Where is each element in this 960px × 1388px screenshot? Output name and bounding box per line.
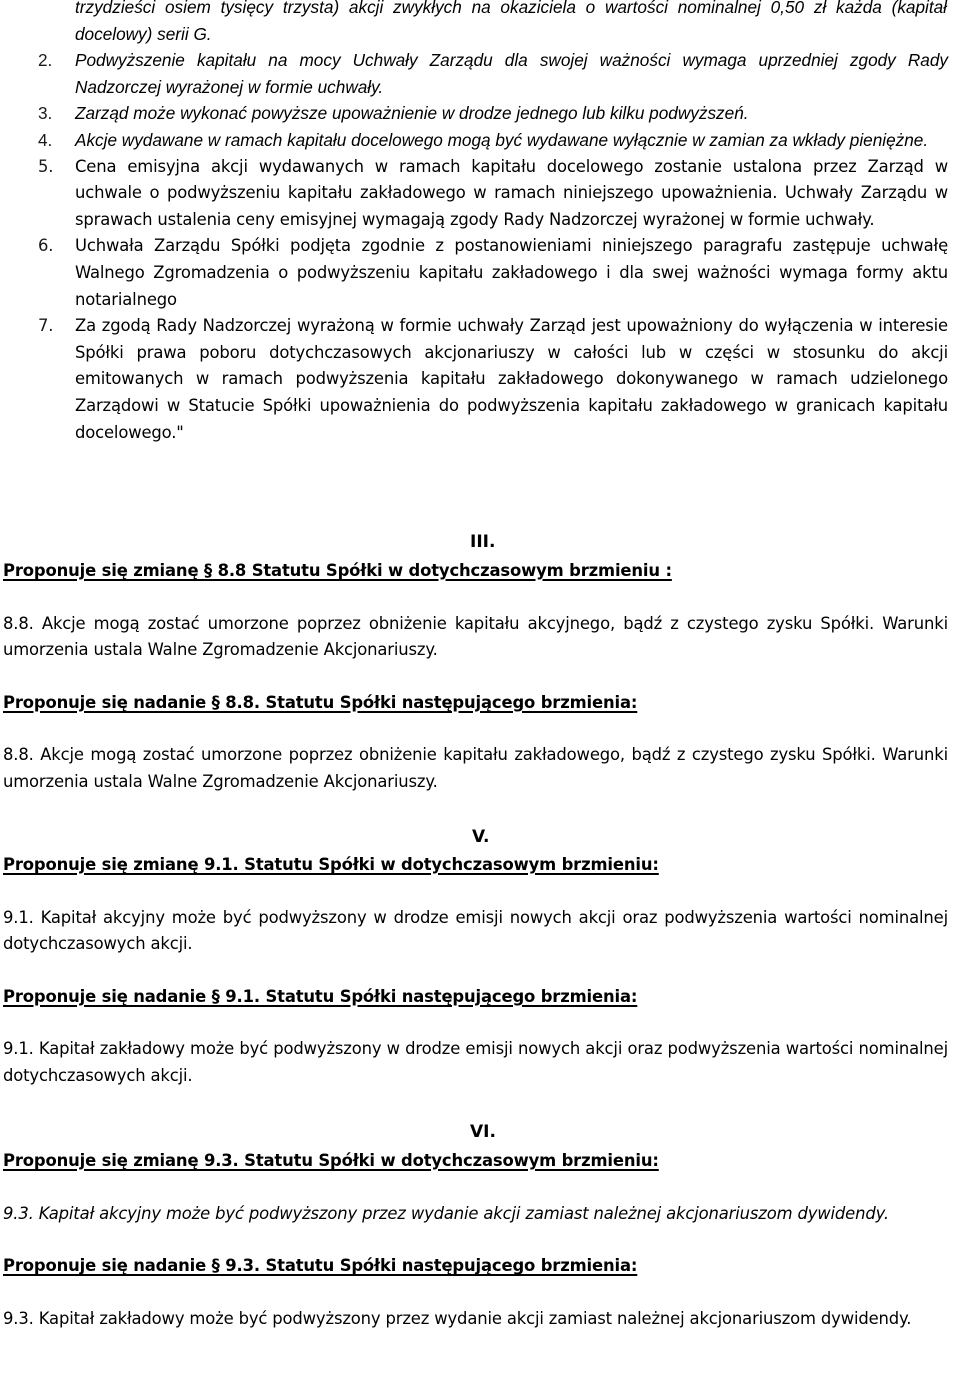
list-item-number: 4.: [38, 129, 53, 150]
section-heading-current: Proponuje się zmianę § 8.8 Statutu Spółki w dotychczasowym brzmieniu :: [3, 561, 672, 580]
list-item-number: 7.: [38, 316, 54, 336]
list-item-number: 6.: [38, 236, 54, 256]
list-item-number: 2.: [38, 50, 53, 71]
list-item: [38, 100, 948, 127]
numbered-list: [0, 0, 960, 446]
list-item-number: 3.: [38, 103, 53, 124]
list-item: [38, 233, 948, 313]
section-heading-new: Proponuje się nadanie § 9.1. Statutu Spółki następującego brzmienia:: [3, 986, 638, 1006]
list-item: [38, 47, 948, 100]
list-item-text: Akcje wydawane w ramach kapitału docelowego mogą być wydawane wyłącznie w zamian za wkłady pieniężne.: [75, 129, 929, 150]
section-v: [3, 852, 948, 1090]
section-iii: [3, 558, 948, 796]
list-item-number: 5.: [38, 156, 54, 176]
section-heading-new: Proponuje się nadanie § 8.8. Statutu Spółki następującego brzmienia:: [3, 692, 638, 712]
list-item: [38, 313, 948, 446]
section-heading-current: Proponuje się zmianę 9.1. Statutu Spółki w dotychczasowym brzmieniu:: [3, 855, 659, 874]
section-numeral: III.: [470, 532, 496, 552]
list-item-text: Uchwała Zarządu Spółki podjęta zgodnie z postanowieniami niniejszego paragrafu zastępuje uchwałę Walnego Zgromadzenia o podwyższeniu kapitału zakładowego i dla swej ważności wymaga formy aktu notarialnego: [75, 236, 948, 309]
section-heading-current: Proponuje się zmianę 9.3. Statutu Spółki w dotychczasowym brzmieniu:: [3, 1151, 659, 1170]
section-text-new: 9.1. Kapitał zakładowy może być podwyższony w drodze emisji nowych akcji oraz podwyższenia wartości nominalnej dotychczasowych akcji.: [3, 1039, 948, 1085]
section-numeral: VI.: [470, 1122, 496, 1142]
section-heading-new: Proponuje się nadanie § 9.3. Statutu Spółki następującego brzmienia:: [3, 1256, 638, 1276]
list-item: [38, 154, 948, 234]
section-vi: [3, 1148, 948, 1332]
section-text-new: 8.8. Akcje mogą zostać umorzone poprzez obniżenie kapitału zakładowego, bądź z czystego zysku Spółki. Warunki umorzenia ustala Walne Zgromadzenie Akcjonariuszy.: [3, 745, 948, 791]
list-item-text: Za zgodą Rady Nadzorczej wyrażoną w formie uchwały Zarząd jest upoważniony do wyłączenia w interesie Spółki prawa poboru dotychczasowych akcjonariuszy w całości lub w części w stosunku do akcji emitowanych w ramach podwyższenia kapitału zakładowego dokonywanego w ramach udzielonego Zarządowi w Statucie Spółki upoważnienia do podwyższenia kapitału zakładowego w granicach kapitału docelowego.": [75, 316, 948, 442]
section-text-current: 9.3. Kapitał akcyjny może być podwyższony przez wydanie akcji zamiast należnej akcjonariuszom dywidendy.: [3, 1203, 889, 1223]
section-text-current: 9.1. Kapitał akcyjny może być podwyższony w drodze emisji nowych akcji oraz podwyższenia wartości nominalnej dotychczasowych akcji.: [3, 907, 948, 954]
list-item-text: Zarząd może wykonać powyższe upoważnienie w drodze jednego lub kilku podwyższeń.: [75, 103, 749, 124]
list-item-text: Cena emisyjna akcji wydawanych w ramach kapitału docelowego zostanie ustalona przez Zarząd w uchwale o podwyższeniu kapitału zakładowego w ramach niniejszego upoważnienia. Uchwały Zarządu w sprawach ustalenia ceny emisyjnej wymagają zgody Rady Nadzorczej wyrażonej w formie uchwały.: [75, 156, 948, 229]
section-text-new: 9.3. Kapitał zakładowy może być podwyższony przez wydanie akcji zamiast należnej akcjonariuszom dywidendy.: [3, 1308, 912, 1328]
list-item-text: Podwyższenie kapitału na mocy Uchwały Zarządu dla swojej ważności wymaga uprzedniej zgody Rady Nadzorczej wyrażonej w formie uchwały.: [75, 50, 948, 97]
list-intro-text: trzydzieści osiem tysięcy trzysta) akcji zwykłych na okaziciela o wartości nominalnej 0,50 zł każda (kapitał docelowy) serii G.: [75, 0, 947, 44]
list-item: [38, 127, 948, 154]
section-text-current: 8.8. Akcje mogą zostać umorzone poprzez obniżenie kapitału akcyjnego, bądź z czystego zysku Spółki. Warunki umorzenia ustala Walne Zgromadzenie Akcjonariuszy.: [3, 613, 948, 660]
section-numeral: V.: [472, 827, 490, 847]
